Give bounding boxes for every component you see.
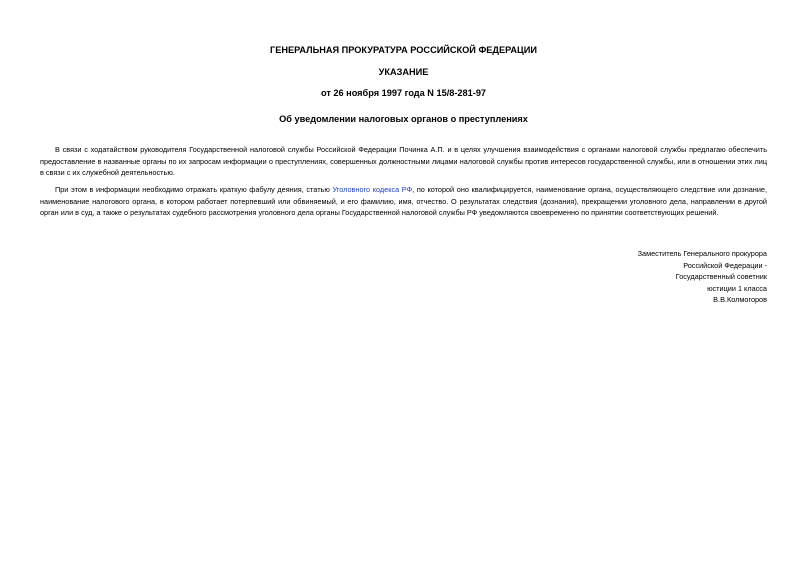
body-paragraph-1: В связи с ходатайством руководителя Государственной налоговой службы Российской Федерации Починка А.П. и в целях улучшения взаимодействия с органами налоговой службы предлагаю обеспечить предоставление в названные органы по их запросам информации о преступлениях, совершенных должностными лицами налоговой службы против интересов государственной службы, или в отношении этих лиц в связи с их служебной деятельностью.	[40, 145, 767, 178]
criminal-code-link[interactable]: Уголовного кодекса РФ	[332, 185, 413, 194]
signature-position: Заместитель Генерального прокурора	[637, 249, 767, 258]
signature-block	[638, 248, 767, 306]
signature-country: Российской Федерации -	[683, 260, 767, 270]
organization-title: ГЕНЕРАЛЬНАЯ ПРОКУРАТУРА РОССИЙСКОЙ ФЕДЕРАЦИИ	[270, 45, 537, 55]
document-type: УКАЗАНИЕ	[378, 67, 429, 77]
body-paragraph-2	[40, 184, 767, 219]
paragraph-2-text-end: , по которой оно квалифицируется, наименование органа, осуществляющего следствие или дознание, наименование налогового органа, в котором работает потерпевший или обвиняемый, и его фамилию, имя, отчество. О результатах следствия (дознания), прекращении уголовного дела, направлении в другой орган или в суд, а также о результатах судебного рассмотрения уголовного дела органы Государственной налоговой службы РФ уведомляются своевременно по принятии соответствующих решений.	[40, 185, 767, 218]
signature-rank: Государственный советник	[675, 272, 767, 282]
signature-name: В.В.Колмогоров	[713, 295, 767, 305]
signature-class: юстиции 1 класса	[707, 283, 767, 293]
document-subject: Об уведомлении налоговых органов о преступлениях	[279, 114, 528, 124]
paragraph-2-text-start: При этом в информации необходимо отражать краткую фабулу деяния, статью	[55, 185, 333, 194]
document-date-number: от 26 ноября 1997 года N 15/8-281-97	[320, 88, 487, 98]
